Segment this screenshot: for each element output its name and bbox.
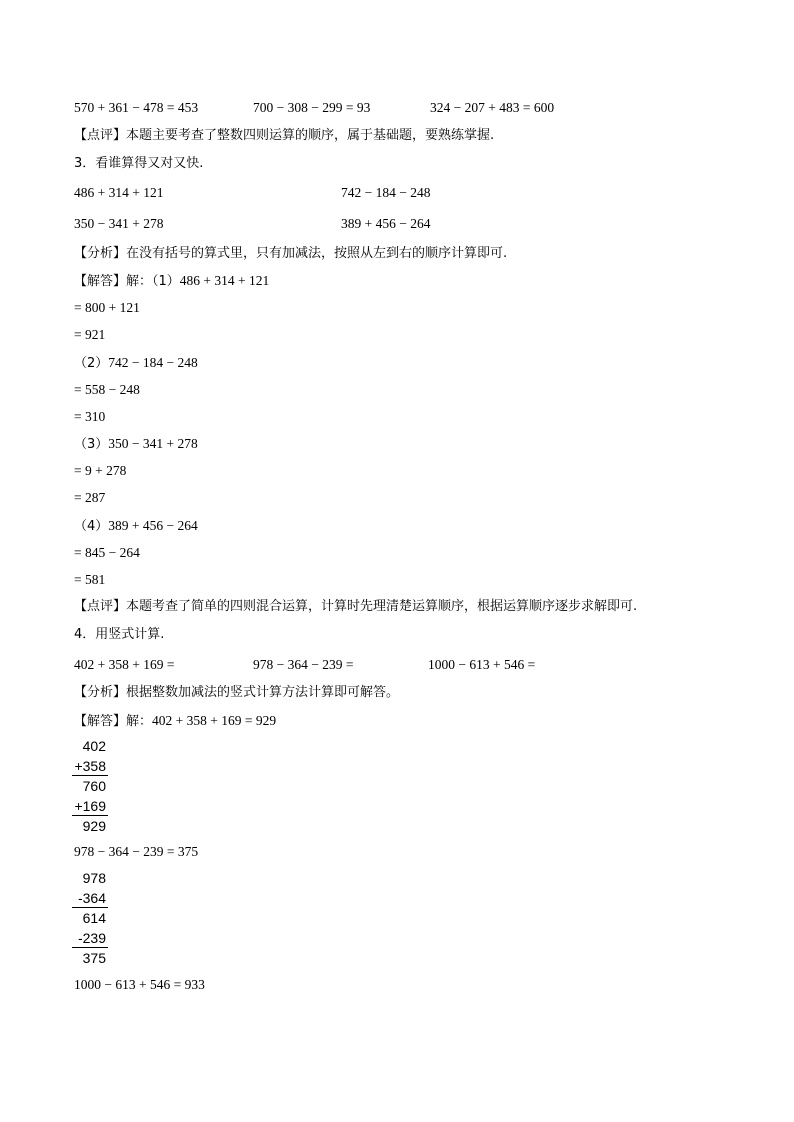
analysis-tag: 【分析】 xyxy=(74,246,127,261)
vertical-row: +169 xyxy=(72,796,108,816)
answer-2-label: （2） xyxy=(74,356,109,371)
answer-1-expression: 486 + 314 + 121 xyxy=(179,273,270,288)
equation-2: 700 − 308 − 299 = 93 xyxy=(253,100,371,115)
q4-expression-3: 1000 − 613 + 546 = xyxy=(428,657,536,672)
q3-expression-3: 350 − 341 + 278 xyxy=(74,216,164,231)
vertical-row: -364 xyxy=(72,888,108,908)
comment-tag: 【点评】 xyxy=(74,599,127,614)
q3-expression-4: 389 + 456 − 264 xyxy=(341,216,431,231)
vertical-row: 760 xyxy=(82,778,106,794)
equation-1: 570 + 361 − 478 = 453 xyxy=(74,100,199,115)
vertical-row: 402 xyxy=(82,738,106,754)
q3-analysis xyxy=(74,246,507,262)
vertical-row: 614 xyxy=(82,910,106,926)
answer-tag: 【解答】 xyxy=(74,274,127,289)
answer-prefix: 解：（1） xyxy=(126,274,180,289)
equation-3: 324 − 207 + 483 = 600 xyxy=(430,100,555,115)
answer-3-label: （3） xyxy=(74,437,109,452)
analysis-text: 根据整数加减法的竖式计算方法计算即可解答。 xyxy=(126,685,400,700)
comment-text: 本题考查了简单的四则混合运算，计算时先理清楚运算顺序，根据运算顺序逐步求解即可. xyxy=(126,599,638,614)
vertical-calculation-2 xyxy=(72,868,108,968)
analysis-text: 在没有括号的算式里，只有加减法，按照从左到右的顺序计算即可. xyxy=(126,246,508,261)
answer-1-step-2: = 921 xyxy=(74,327,106,342)
vertical-row: -239 xyxy=(72,928,108,948)
vertical-row: 978 xyxy=(82,870,106,886)
q3-expression-2: 742 − 184 − 248 xyxy=(341,185,431,200)
result-3: 1000 − 613 + 546 = 933 xyxy=(74,977,205,992)
comment-tag: 【点评】 xyxy=(74,128,127,143)
q4-expression-2: 978 − 364 − 239 = xyxy=(253,657,354,672)
answer-4-step-2: = 581 xyxy=(74,572,106,587)
answer-2-header xyxy=(74,355,198,372)
answer-4-expression: 389 + 456 − 264 xyxy=(108,518,198,533)
result-2: 978 − 364 − 239 = 375 xyxy=(74,844,199,859)
vertical-row: 375 xyxy=(82,950,106,966)
q4-analysis xyxy=(74,685,399,701)
comment-1 xyxy=(74,128,494,144)
q3-expression-1: 486 + 314 + 121 xyxy=(74,185,164,200)
answer-3-step-1: = 9 + 278 xyxy=(74,463,127,478)
answer-2-step-1: = 558 − 248 xyxy=(74,382,140,397)
answer-2-expression: 742 − 184 − 248 xyxy=(108,355,198,370)
question-3-title: 3．看谁算得又对又快. xyxy=(74,156,204,171)
answer-tag: 【解答】 xyxy=(74,714,127,729)
answer-prefix: 解： xyxy=(126,714,153,729)
comment-text: 本题主要考查了整数四则运算的顺序，属于基础题，要熟练掌握. xyxy=(126,128,495,143)
q3-answer-header xyxy=(74,273,269,290)
answer-3-header xyxy=(74,436,198,453)
q4-answer-header xyxy=(74,713,276,730)
q3-comment xyxy=(74,599,637,615)
q4-expression-1: 402 + 358 + 169 = xyxy=(74,657,175,672)
answer-1-step-1: = 800 + 121 xyxy=(74,300,140,315)
vertical-row: 929 xyxy=(82,818,106,834)
answer-4-step-1: = 845 − 264 xyxy=(74,545,140,560)
result-1: 402 + 358 + 169 = 929 xyxy=(152,713,277,728)
vertical-calculation-1 xyxy=(72,736,108,836)
question-4-title: 4．用竖式计算. xyxy=(74,627,165,642)
answer-3-step-2: = 287 xyxy=(74,490,106,505)
answer-4-header xyxy=(74,518,198,535)
answer-4-label: （4） xyxy=(74,519,109,534)
answer-2-step-2: = 310 xyxy=(74,409,106,424)
answer-3-expression: 350 − 341 + 278 xyxy=(108,436,198,451)
analysis-tag: 【分析】 xyxy=(74,685,127,700)
vertical-row: +358 xyxy=(72,756,108,776)
